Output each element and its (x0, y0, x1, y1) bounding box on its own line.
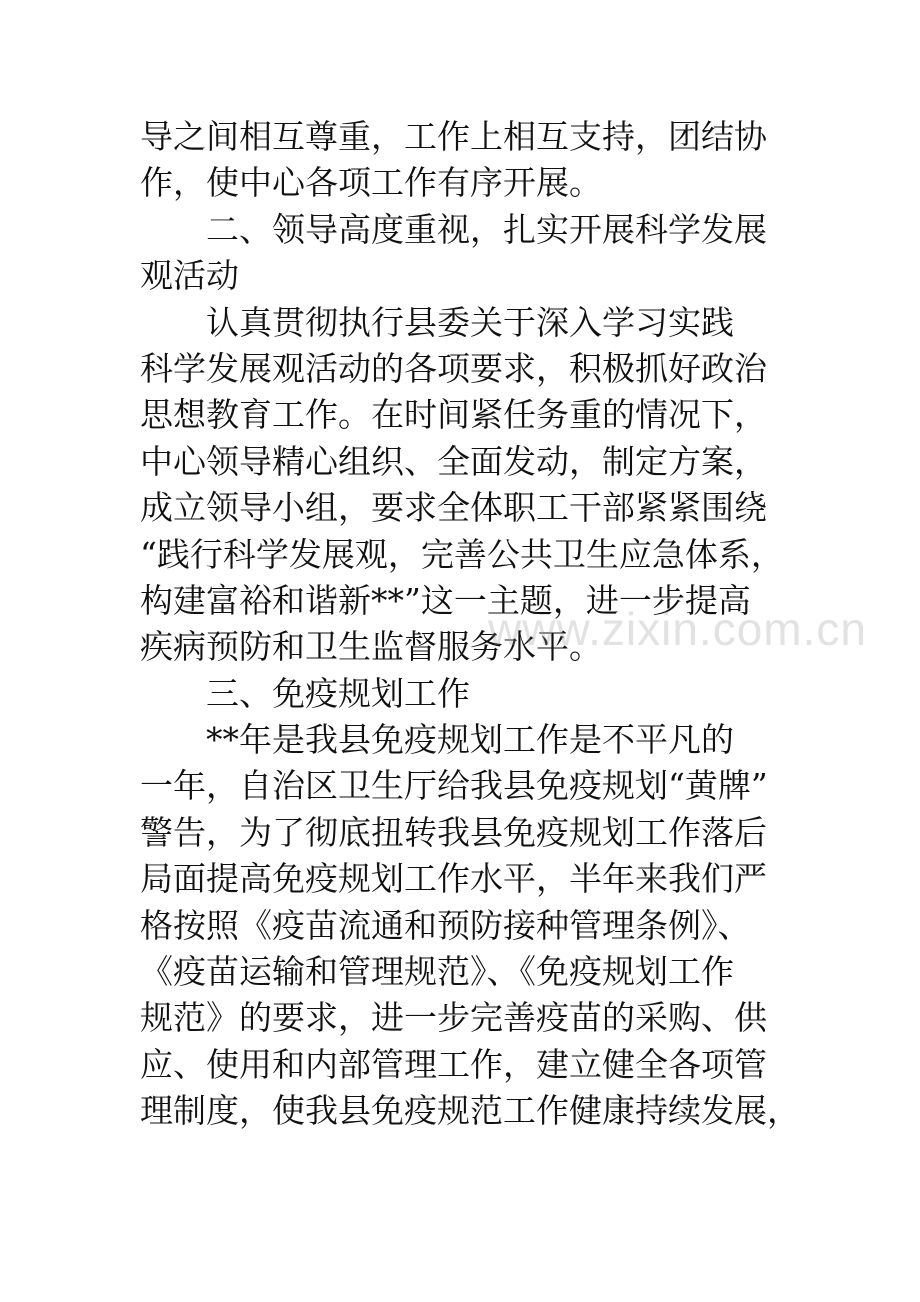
section-heading: 三、免疫规划工作 (206, 673, 470, 713)
paragraph-line: 应、使用和内部管理工作，建立健全各项管 (140, 1044, 767, 1084)
paragraph-line: 思想教育工作。在时间紧任务重的情况下， (140, 395, 767, 435)
paragraph-line: 导之间相互尊重，工作上相互支持，团结协 (140, 117, 767, 156)
paragraph-line: 警告，为了彻底扭转我县免疫规划工作落后 (140, 812, 767, 852)
watermark: www.zixin.com.cn (488, 603, 867, 655)
paragraph-line: 《疫苗运输和管理规范》、《免疫规划工作 (140, 952, 734, 992)
paragraph-line: 认真贯彻执行县委关于深入学习实践 (206, 302, 734, 342)
paragraph-line: 规范》的要求，进一步完善疫苗的采购、供 (140, 998, 767, 1038)
paragraph-line: “践行科学发展观，完善公共卫生应急体系， (140, 534, 784, 574)
section-heading-continued: 观活动 (140, 256, 239, 296)
paragraph-line: **年是我县免疫规划工作是不平凡的 (206, 720, 734, 760)
paragraph-line: 局面提高免疫规划工作水平，半年来我们严 (140, 859, 767, 899)
paragraph-line: 中心领导精心组织、全面发动，制定方案， (140, 441, 767, 481)
paragraph-line: 理制度，使我县免疫规范工作健康持续发展， (140, 1091, 800, 1131)
paragraph-line: 作，使中心各项工作有序开展。 (140, 163, 602, 203)
paragraph-line: 疾病预防和卫生监督服务水平。 (140, 627, 602, 667)
paragraph-line: 构建富裕和谐新**”这一主题，进一步提高 (140, 580, 751, 620)
paragraph-line: 科学发展观活动的各项要求，积极抓好政治 (140, 348, 767, 388)
paragraph-line: 成立领导小组，要求全体职工干部紧紧围绕 (140, 488, 767, 528)
paragraph-line: 格按照《疫苗流通和预防接种管理条例》、 (140, 905, 751, 945)
section-heading: 二、领导高度重视，扎实开展科学发展 (206, 209, 767, 249)
paragraph-line: 一年，自治区卫生厅给我县免疫规划“黄牌” (140, 766, 768, 806)
